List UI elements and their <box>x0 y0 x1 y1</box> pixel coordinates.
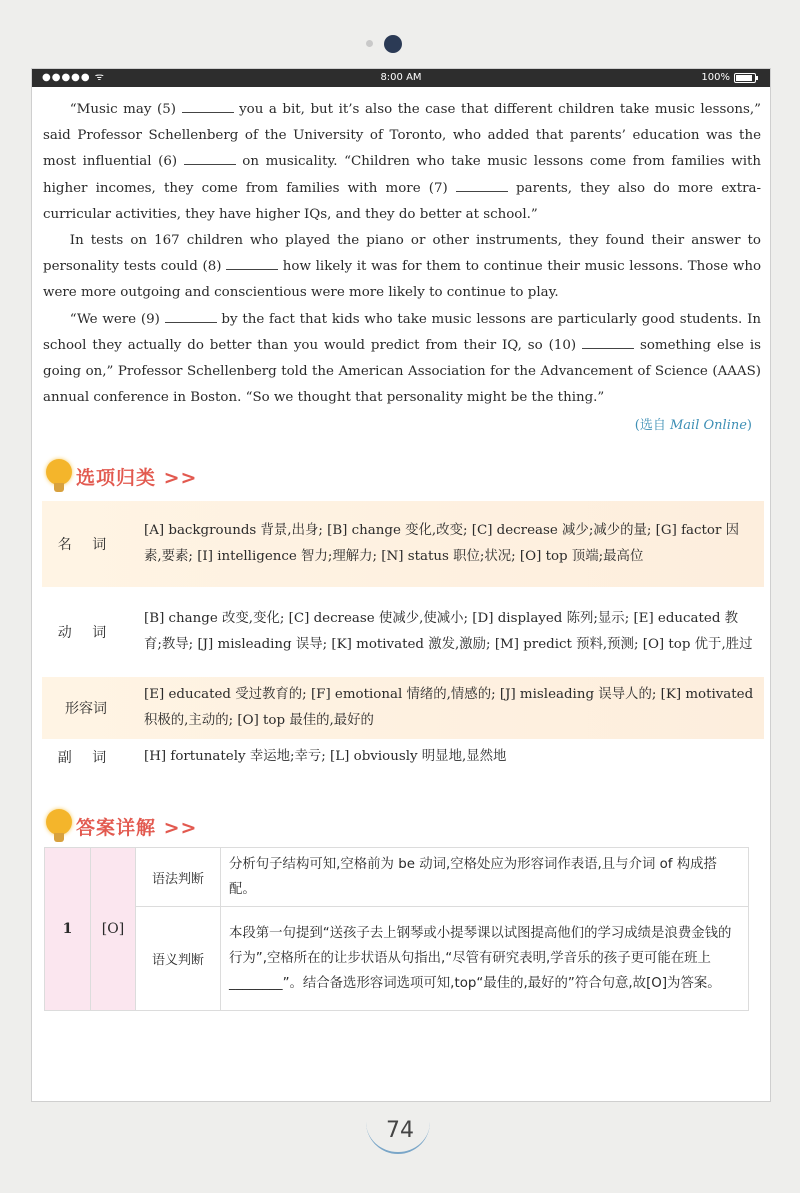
paragraph-2: In tests on 167 children who played the piano or other instruments, they found their answer to personality tests could (8) how likely it was for them to continue their music lessons. Those who were more outgoing and conscientious were more likely to continue to play. <box>43 233 761 301</box>
lightbulb-icon <box>46 809 72 843</box>
section-options-title: 选项归类 >> <box>76 466 198 489</box>
paragraph-3: “We were (9) by the fact that kids who take music lessons are particularly good students. In school they actually do better than you would predict from their IQ, so (10) something else is going on,” Professor Schellenberg told the American Association for the Advancement of Science (AAAS) annual conference in Boston. “So we thought that personality might be the thing.” <box>43 311 761 406</box>
category-label: 形容词 <box>65 701 107 717</box>
category-label: 名 词 <box>57 537 115 553</box>
analysis-text: 本段第一句提到“送孩子去上钢琴或小提琴课以试图提高他们的学习成绩是浪费金钱的行为”,空格所在的让步状语从句指出,“尽管有研究表明,学音乐的孩子更可能在班上________”。结合备选形容词选项可知,top“最佳的,最好的”符合句意,故[O]为答案。 <box>221 907 749 1011</box>
blank-8 <box>226 257 278 270</box>
reading-passage <box>43 97 761 411</box>
blank-9 <box>165 310 217 323</box>
category-row-adverb <box>42 739 764 775</box>
battery-percent: 100% <box>701 72 730 83</box>
camera-indicator <box>384 35 402 53</box>
lightbulb-icon <box>46 459 72 493</box>
section-answers-header <box>46 809 197 843</box>
page-number: 74 <box>386 1118 414 1143</box>
battery-status <box>701 69 756 87</box>
section-answers-title: 答案详解 >> <box>76 816 198 839</box>
answer-table <box>44 847 749 1011</box>
category-content: [B] change 改变,变化; [C] decrease 使减少,使减小; [D] displayed 陈列;显示; [E] educated 教育;教导; [J] misleading 误导; [K] motivated 激发,激励; [M] predict 预料,预测; [O] top 优于,胜过 <box>144 611 753 652</box>
category-content: [A] backgrounds 背景,出身; [B] change 变化,改变; [C] decrease 减少;减少的量; [G] factor 因素,要素; [I] intelligence 智力;理解力; [N] status 职位;状况; [O] top 顶端;最高位 <box>144 523 739 564</box>
section-options-header <box>46 459 197 493</box>
tablet-screen <box>31 68 771 1102</box>
source-citation: (选自 Mail Online) <box>634 418 752 433</box>
blank-6 <box>184 152 236 165</box>
status-time: 8:00 AM <box>380 72 422 83</box>
category-table <box>42 501 764 775</box>
category-content: [H] fortunately 幸运地;幸亏; [L] obviously 明显地,显然地 <box>144 749 507 764</box>
answer-number: 1 <box>45 848 91 1011</box>
category-label: 副 词 <box>57 750 115 766</box>
analysis-type: 语法判断 <box>136 848 221 907</box>
answer-row-semantic <box>45 907 749 1011</box>
blank-10 <box>582 336 634 349</box>
blank-7 <box>456 179 508 192</box>
paragraph-1: “Music may (5) you a bit, but it’s also the case that different children take music lessons,” said Professor Schellenberg of the University of Toronto, who added that parents’ education was the most influential (6) on musicality. “Children who take music lessons come from families with higher incomes, they come from families with more (7) parents, they also do more extra-curricular activities, they have higher IQs, and they do better at school.” <box>43 102 761 222</box>
category-content: [E] educated 受过教育的; [F] emotional 情绪的,情感的; [J] misleading 误导人的; [K] motivated 积极的,主动的; [O] top 最佳的,最好的 <box>144 687 754 728</box>
status-bar <box>32 69 770 87</box>
analysis-text: 分析句子结构可知,空格前为 be 动词,空格处应为形容词作表语,且与介词 of 构成搭配。 <box>221 848 749 907</box>
blank-5 <box>182 100 234 113</box>
category-label: 动 词 <box>57 625 115 641</box>
category-row-adjective <box>42 677 764 739</box>
answer-letter: [O] <box>91 848 136 1011</box>
category-row-noun <box>42 501 764 587</box>
signal-icon: ●●●●● ᯤ <box>42 72 105 83</box>
category-row-verb <box>42 587 764 677</box>
camera-indicator-small <box>366 40 373 47</box>
answer-row-grammar <box>45 848 749 907</box>
battery-icon <box>734 73 756 83</box>
analysis-type: 语义判断 <box>136 907 221 1011</box>
